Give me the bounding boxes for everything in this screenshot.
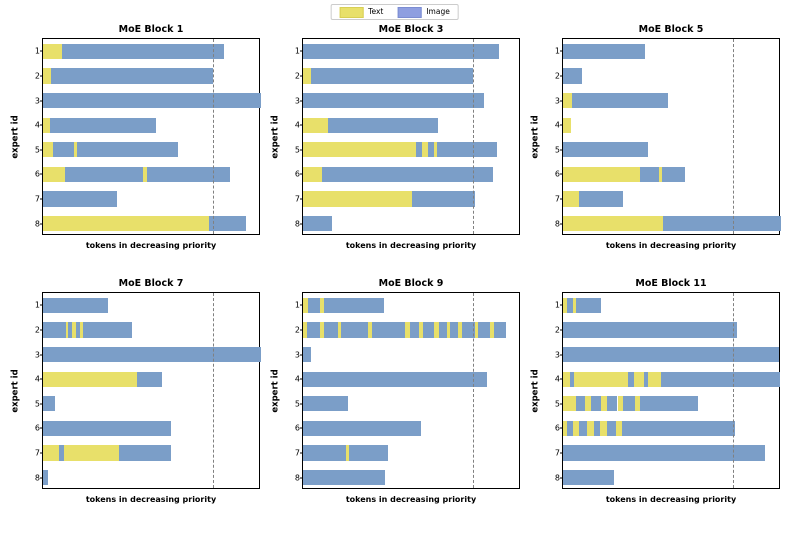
y-tick-label: 7: [554, 194, 560, 204]
segment-text: [43, 68, 51, 83]
expert-bar: [563, 68, 582, 83]
segment-text: [43, 445, 59, 460]
segment-text: [43, 44, 62, 59]
y-tick-label: 2: [294, 71, 300, 81]
y-tick-label: 7: [34, 448, 40, 458]
segment-image: [303, 347, 311, 362]
segment-text: [43, 372, 137, 387]
y-tick-label: 1: [34, 300, 40, 310]
expert-bar: [563, 167, 685, 182]
segment-text: [573, 421, 580, 436]
segment-image: [53, 142, 74, 157]
y-tick-label: 5: [554, 399, 560, 409]
legend-swatch-image: [397, 7, 421, 18]
y-tick-label: 8: [34, 473, 40, 483]
plot-area: [34, 292, 260, 489]
segment-image: [623, 396, 635, 411]
y-tick-label: 6: [554, 169, 560, 179]
y-axis-label: expert id: [11, 368, 21, 413]
y-tick-label: 2: [34, 325, 40, 335]
expert-bar: [563, 421, 735, 436]
expert-bar: [303, 44, 499, 59]
expert-bar: [303, 470, 385, 485]
segment-image: [50, 118, 157, 133]
expert-bar: [43, 298, 108, 313]
y-axis-label: expert id: [271, 368, 281, 413]
expert-bar: [303, 118, 438, 133]
expert-bar: [303, 93, 484, 108]
segment-image: [328, 118, 438, 133]
legend-label-text: Text: [368, 7, 384, 17]
expert-bar: [43, 470, 48, 485]
y-tick-label: 2: [294, 325, 300, 335]
segment-image: [43, 298, 108, 313]
y-tick-label: 7: [34, 194, 40, 204]
segment-image: [349, 445, 388, 460]
segment-text: [563, 93, 572, 108]
segment-image: [322, 167, 493, 182]
segment-text: [64, 445, 120, 460]
panel-title: MoE Block 9: [378, 278, 444, 289]
expert-bar: [563, 372, 780, 387]
y-tick-label: 6: [294, 169, 300, 179]
y-axis-label: expert id: [271, 114, 281, 159]
expert-bar: [563, 93, 668, 108]
plot-area: [294, 292, 520, 489]
plot-area: [554, 292, 780, 489]
expert-bar: [303, 298, 384, 313]
segment-image: [576, 396, 585, 411]
subplot-panel: [272, 278, 520, 509]
segment-image: [303, 470, 385, 485]
segment-text: [303, 68, 311, 83]
segment-text: [600, 421, 607, 436]
y-tick-label: 5: [34, 145, 40, 155]
subplot-panel: [272, 24, 520, 255]
segment-text: [587, 421, 594, 436]
expert-bar: [303, 421, 421, 436]
segment-image: [43, 421, 171, 436]
subplot-panel: [532, 24, 780, 255]
y-axis-label: expert id: [11, 114, 21, 159]
segment-image: [303, 396, 348, 411]
y-tick-label: 4: [554, 374, 560, 384]
y-tick-label: 6: [294, 423, 300, 433]
segment-image: [410, 322, 419, 337]
expert-bar: [303, 142, 497, 157]
expert-bar: [303, 191, 475, 206]
segment-text: [303, 142, 416, 157]
legend-swatch-text: [339, 7, 363, 18]
segment-image: [137, 372, 162, 387]
expert-bar: [563, 322, 737, 337]
segment-image: [607, 396, 618, 411]
expert-bar: [43, 191, 117, 206]
x-axis-label: tokens in decreasing priority: [85, 495, 217, 504]
segment-image: [439, 322, 447, 337]
segment-image: [412, 191, 475, 206]
segment-image: [450, 322, 458, 337]
y-tick-label: 7: [294, 194, 300, 204]
y-tick-label: 5: [294, 145, 300, 155]
segment-image: [303, 93, 484, 108]
segment-image: [563, 142, 648, 157]
expert-bar: [563, 118, 571, 133]
segment-image: [563, 322, 737, 337]
segment-image: [563, 44, 645, 59]
y-tick-label: 6: [34, 169, 40, 179]
segment-image: [563, 470, 614, 485]
y-tick-label: 6: [554, 423, 560, 433]
expert-bar: [563, 142, 648, 157]
y-tick-label: 4: [294, 120, 300, 130]
y-tick-label: 3: [34, 350, 40, 360]
segment-image: [591, 396, 601, 411]
capacity-threshold-line: [733, 39, 734, 234]
legend-entry-text: [339, 7, 383, 18]
segment-image: [209, 216, 246, 231]
expert-bar: [43, 372, 162, 387]
segment-text: [43, 167, 65, 182]
segment-image: [62, 44, 224, 59]
segment-image: [303, 44, 499, 59]
expert-bar: [563, 347, 779, 362]
expert-bar: [303, 445, 388, 460]
capacity-threshold-line: [473, 39, 474, 234]
segment-text: [563, 396, 576, 411]
segment-image: [478, 322, 490, 337]
segment-image: [43, 396, 55, 411]
segment-image: [43, 347, 261, 362]
expert-bar: [303, 68, 473, 83]
segment-image: [661, 372, 780, 387]
expert-bar: [43, 347, 261, 362]
legend-entry-image: [397, 7, 450, 18]
expert-bar: [43, 142, 178, 157]
y-tick-label: 4: [34, 374, 40, 384]
y-tick-label: 2: [554, 325, 560, 335]
y-tick-label: 7: [294, 448, 300, 458]
segment-image: [303, 445, 346, 460]
y-tick-label: 6: [34, 423, 40, 433]
panel-title: MoE Block 1: [118, 24, 184, 35]
expert-bar: [43, 44, 224, 59]
segment-image: [147, 167, 231, 182]
segment-image: [303, 216, 332, 231]
segment-image: [119, 445, 170, 460]
expert-bar: [43, 93, 261, 108]
x-axis-label: tokens in decreasing priority: [85, 241, 217, 250]
expert-bar: [303, 347, 311, 362]
y-tick-label: 3: [34, 96, 40, 106]
expert-bar: [303, 372, 487, 387]
x-axis-label: tokens in decreasing priority: [345, 495, 477, 504]
segment-image: [324, 298, 384, 313]
expert-bar: [43, 118, 156, 133]
segment-image: [308, 298, 320, 313]
segment-text: [574, 372, 629, 387]
segment-image: [303, 372, 487, 387]
y-tick-label: 1: [294, 46, 300, 56]
segment-image: [341, 322, 368, 337]
x-axis-label: tokens in decreasing priority: [605, 241, 737, 250]
expert-bar: [303, 216, 332, 231]
capacity-threshold-line: [473, 293, 474, 488]
segment-text: [43, 216, 209, 231]
y-axis-label: expert id: [531, 368, 541, 413]
y-tick-label: 8: [554, 473, 560, 483]
plot-area: [554, 38, 780, 235]
y-tick-label: 5: [294, 399, 300, 409]
expert-bar: [563, 298, 601, 313]
segment-image: [65, 167, 143, 182]
segment-image: [572, 93, 668, 108]
plot-area: [294, 38, 520, 235]
expert-bar: [43, 421, 171, 436]
segment-image: [662, 167, 685, 182]
segment-image: [372, 322, 406, 337]
y-tick-label: 2: [554, 71, 560, 81]
y-tick-label: 4: [294, 374, 300, 384]
segment-text: [563, 216, 663, 231]
segment-image: [640, 167, 659, 182]
y-tick-label: 4: [554, 120, 560, 130]
segment-image: [663, 216, 781, 231]
y-tick-label: 3: [554, 96, 560, 106]
segment-text: [303, 191, 412, 206]
y-tick-label: 3: [294, 96, 300, 106]
segment-image: [43, 191, 117, 206]
y-axis-label: expert id: [531, 114, 541, 159]
segment-image: [83, 322, 132, 337]
expert-bar: [563, 216, 781, 231]
y-tick-label: 2: [34, 71, 40, 81]
segment-image: [324, 322, 338, 337]
segment-image: [311, 68, 473, 83]
segment-image: [51, 68, 213, 83]
segment-text: [303, 118, 328, 133]
segment-image: [622, 421, 735, 436]
expert-bar: [303, 167, 493, 182]
subplot-panel: [12, 24, 260, 255]
segment-image: [43, 93, 261, 108]
y-tick-label: 1: [554, 300, 560, 310]
x-axis-label: tokens in decreasing priority: [605, 495, 737, 504]
legend: [330, 4, 459, 20]
expert-bar: [563, 396, 698, 411]
segment-image: [43, 322, 66, 337]
segment-image: [563, 445, 765, 460]
x-axis-label: tokens in decreasing priority: [345, 241, 477, 250]
expert-bar: [563, 470, 614, 485]
segment-image: [437, 142, 497, 157]
capacity-threshold-line: [213, 39, 214, 234]
segment-image: [423, 322, 434, 337]
capacity-threshold-line: [213, 293, 214, 488]
segment-image: [579, 191, 623, 206]
y-tick-label: 1: [554, 46, 560, 56]
panel-title: MoE Block 5: [638, 24, 704, 35]
segment-text: [563, 118, 571, 133]
capacity-threshold-line: [733, 293, 734, 488]
legend-label-image: Image: [426, 7, 450, 17]
panel-title: MoE Block 3: [378, 24, 444, 35]
y-tick-label: 5: [34, 399, 40, 409]
segment-image: [43, 470, 48, 485]
plot-area: [34, 38, 260, 235]
expert-bar: [43, 216, 246, 231]
segment-image: [563, 68, 582, 83]
segment-image: [494, 322, 506, 337]
segment-text: [634, 372, 644, 387]
subplot-panel: [532, 278, 780, 509]
segment-image: [563, 347, 779, 362]
y-tick-label: 8: [294, 219, 300, 229]
y-tick-label: 3: [554, 350, 560, 360]
expert-bar: [43, 445, 171, 460]
panel-title: MoE Block 7: [118, 278, 184, 289]
segment-text: [422, 142, 429, 157]
expert-bar: [563, 445, 765, 460]
segment-text: [563, 167, 640, 182]
expert-bar: [303, 396, 348, 411]
y-tick-label: 3: [294, 350, 300, 360]
subplot-panel: [12, 278, 260, 509]
expert-bar: [563, 191, 623, 206]
expert-bar: [43, 167, 230, 182]
expert-bar: [303, 322, 506, 337]
segment-text: [303, 167, 322, 182]
panel-title: MoE Block 11: [635, 278, 707, 289]
segment-image: [576, 298, 601, 313]
segment-text: [43, 142, 53, 157]
segment-image: [303, 421, 421, 436]
y-tick-label: 8: [34, 219, 40, 229]
segment-text: [563, 191, 579, 206]
y-tick-label: 7: [554, 448, 560, 458]
segment-image: [607, 421, 617, 436]
segment-image: [640, 396, 698, 411]
y-tick-label: 1: [294, 300, 300, 310]
segment-text: [648, 372, 661, 387]
expert-bar: [43, 396, 55, 411]
expert-bar: [43, 322, 132, 337]
y-tick-label: 5: [554, 145, 560, 155]
y-tick-label: 1: [34, 46, 40, 56]
segment-image: [579, 421, 587, 436]
y-tick-label: 8: [294, 473, 300, 483]
expert-bar: [563, 44, 645, 59]
y-tick-label: 4: [34, 120, 40, 130]
segment-image: [307, 322, 320, 337]
y-tick-label: 8: [554, 219, 560, 229]
expert-bar: [43, 68, 213, 83]
segment-image: [77, 142, 178, 157]
